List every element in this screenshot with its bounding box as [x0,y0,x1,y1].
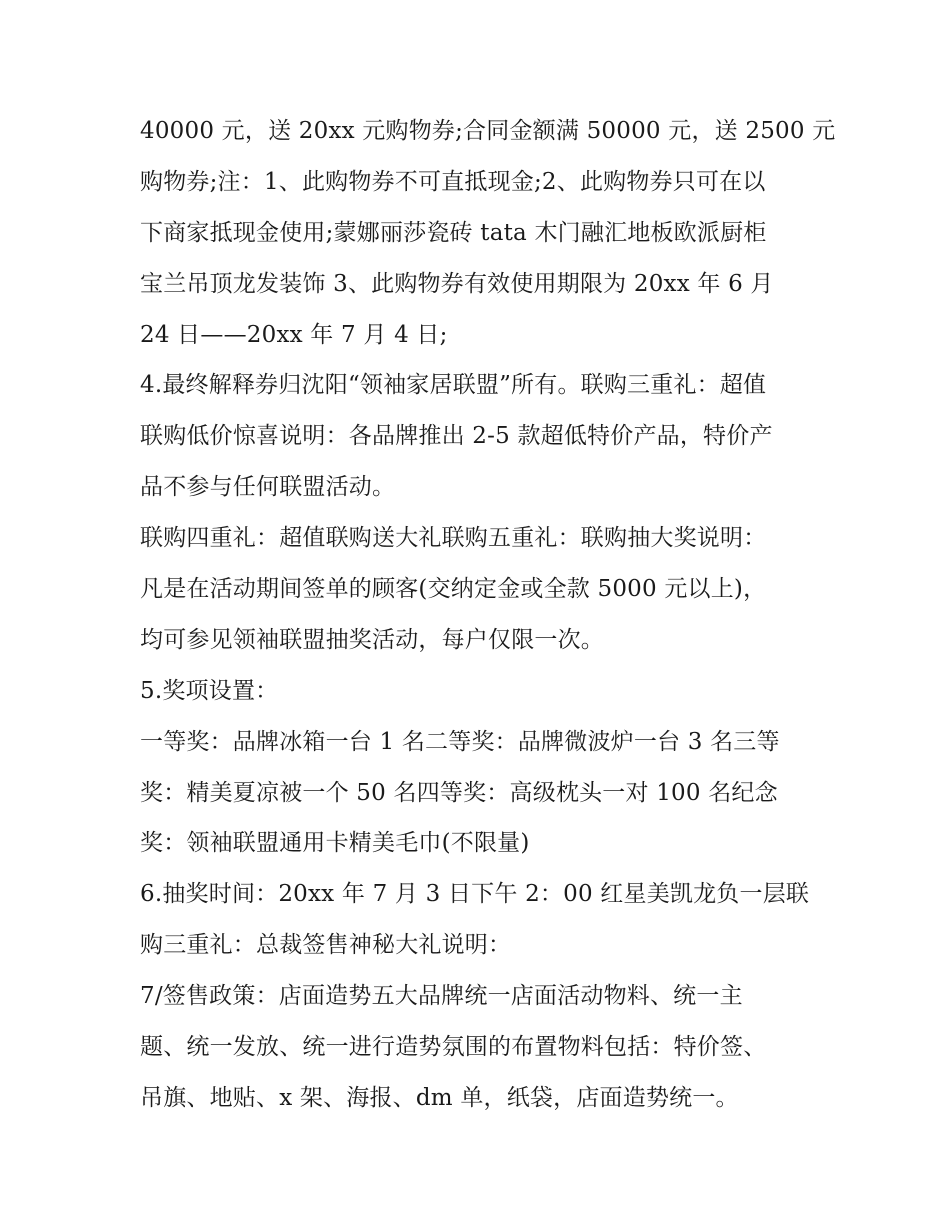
text-line: 宝兰吊顶龙发装饰 3、此购物券有效使用期限为 20xx 年 6 月 [140,270,774,297]
text-line: 均可参见领袖联盟抽奖活动，每户仅限一次。 [140,626,604,653]
text-line: 24 日——20xx 年 7 月 4 日; [140,321,448,348]
text-line: 凡是在活动期间签单的顾客(交纳定金或全款 5000 元以上)， [140,576,767,603]
text-line: 4.最终解释券归沈阳“领袖家居联盟”所有。联购三重礼：超值 [140,372,767,399]
text-line: 奖：领袖联盟通用卡精美毛巾(不限量) [140,830,530,857]
text-line: 7/签售政策：店面造势五大品牌统一店面活动物料、统一主 [140,983,743,1010]
text-line: 联购低价惊喜说明：各品牌推出 2-5 款超低特价产品，特价产 [140,423,773,450]
text-line: 一等奖：品牌冰箱一台 1 名二等奖：品牌微波炉一台 3 名三等 [140,728,780,755]
text-line: 5.奖项设置： [140,677,279,704]
text-line: 品不参与任何联盟活动。 [140,474,396,501]
text-line: 40000 元，送 20xx 元购物券;合同金额满 50000 元，送 2500 元 [140,118,836,144]
document-body [140,106,836,1124]
text-line: 购三重礼：总裁签售神秘大礼说明： [140,932,512,959]
text-line: 吊旗、地贴、x 架、海报、dm 单，纸袋，店面造势统一。 [140,1084,739,1111]
text-line: 6.抽奖时间：20xx 年 7 月 3 日下午 2：00 红星美凯龙负一层联 [140,881,810,908]
text-line: 购物券;注：1、此购物券不可直抵现金;2、此购物券只可在以 [140,168,766,195]
text-line: 题、统一发放、统一进行造势氛围的布置物料包括：特价签、 [140,1034,767,1061]
text-line: 奖：精美夏凉被一个 50 名四等奖：高级枕头一对 100 名纪念 [140,779,778,806]
text-line: 下商家抵现金使用;蒙娜丽莎瓷砖 tata 木门融汇地板欧派厨柜 [140,219,767,246]
text-line: 联购四重礼：超值联购送大礼联购五重礼：联购抽大奖说明： [140,525,767,552]
